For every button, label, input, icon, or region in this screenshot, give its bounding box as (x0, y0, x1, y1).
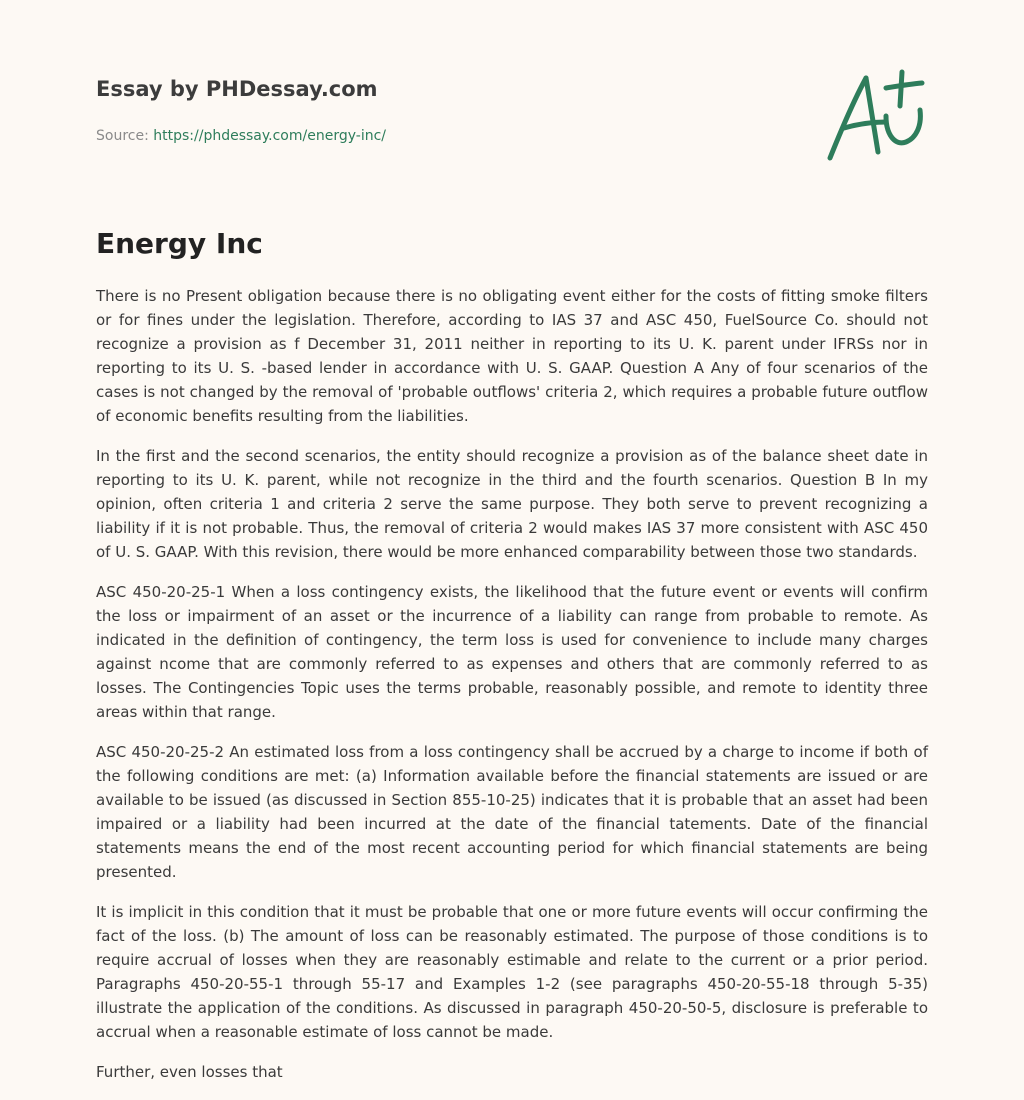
paragraph: ASC 450-20-25-1 When a loss contingency exists, the likelihood that the future event or events will confirm the loss or impairment of an asset or the incurrence of a liability can range from probable to remote. As indicated in the definition of contingency, the term loss is used for convenience to include many charges against ncome that are commonly referred to as expenses and others that are commonly referred to as losses. The Contingencies Topic uses the terms probable, reasonably possible, and remote to identity three areas within that range. (96, 583, 928, 721)
paragraph: It is implicit in this condition that it must be probable that one or more future events will occur confirming the fact of the loss. (b) The amount of loss can be reasonably estimated. The purpose of those conditions is to require accrual of losses when they are reasonably estimable and relate to the current or a prior period. Paragraphs 450-20-55-1 through 55-17 and Examples 1-2 (see paragraphs 450-20-55-18 through 5-35) illustrate the application of the conditions. As discussed in paragraph 450-20-50-5, disclosure is preferable to accrual when a reasonable estimate of loss cannot be made. (96, 903, 928, 1041)
source-line (96, 126, 696, 146)
paragraph: In the first and the second scenarios, the entity should recognize a provision as of the balance sheet date in reporting to its U. K. parent, while not recognize in the third and the fourth scenarios. Question B In my opinion, often criteria 1 and criteria 2 serve the same purpose. They both serve to prevent recognizing a liability if it is not probable. Thus, the removal of criteria 2 would makes IAS 37 more consistent with ASC 450 of U. S. GAAP. With this revision, there would be more enhanced comparability between those two standards. (96, 447, 928, 561)
site-title: Essay by PHDessay.com (96, 77, 378, 101)
document-title: Energy Inc (96, 227, 263, 260)
essay-body (96, 284, 928, 1100)
a-plus-logo-graphic (820, 66, 930, 166)
source-label: Source: (96, 128, 149, 144)
a-plus-logo-icon (820, 66, 930, 166)
paragraph: ASC 450-20-25-2 An estimated loss from a loss contingency shall be accrued by a charge to income if both of the following conditions are met: (a) Information available before the financial statements are issued or are available to be issued (as discussed in Section 855-10-25) indicates that it is probable that an asset had been impaired or a liability had been incurred at the date of the financial tatements. Date of the financial statements means the end of the most recent accounting period for which financial statements are being presented. (96, 743, 928, 881)
paragraph: There is no Present obligation because there is no obligating event either for the costs of fitting smoke filters or for fines under the legislation. Therefore, according to IAS 37 and ASC 450, FuelSource Co. should not recognize a provision as f December 31, 2011 neither in reporting to its U. K. parent under IFRSs nor in reporting to its U. S. -based lender in accordance with U. S. GAAP. Question A Any of four scenarios of the cases is not changed by the removal of 'probable outflows' criteria 2, which requires a probable future outflow of economic benefits resulting from the liabilities. (96, 287, 928, 425)
source-link[interactable]: https://phdessay.com/energy-inc/ (153, 128, 386, 144)
page-header (96, 74, 696, 146)
paragraph: Further, even losses that (96, 1063, 283, 1081)
